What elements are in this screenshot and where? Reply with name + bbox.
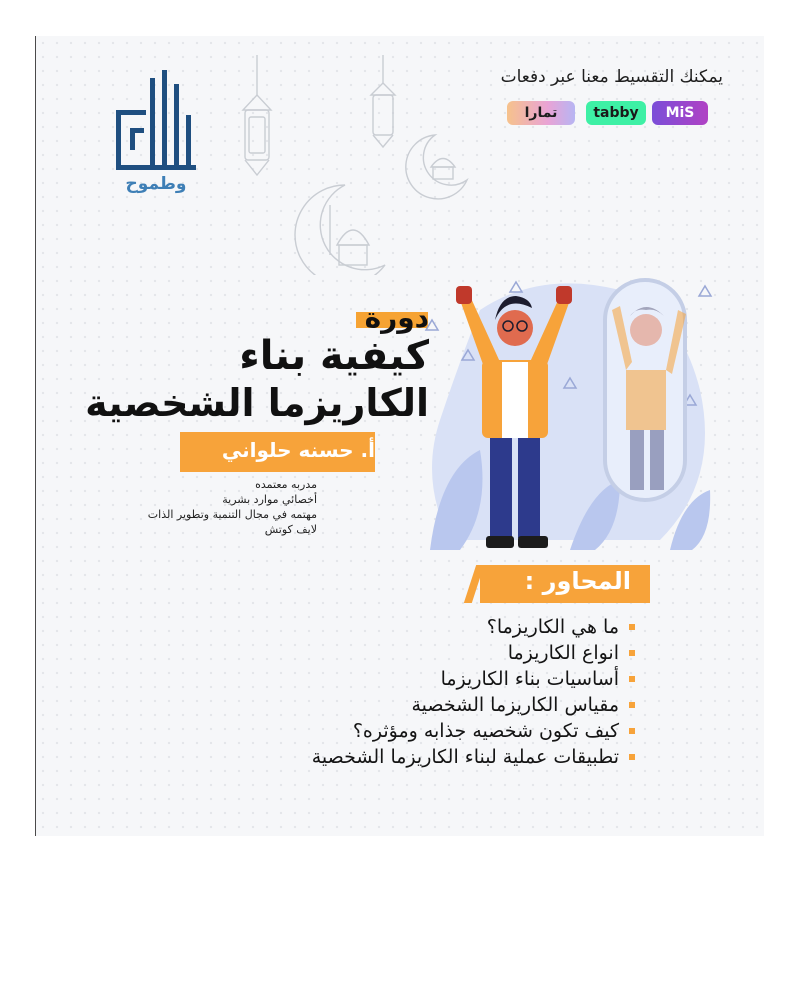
tabby-logo-badge: tabby	[586, 101, 646, 125]
axes-title: المحاور :	[524, 567, 631, 595]
mosque-icon	[330, 205, 369, 265]
topic-text: كيف تكون شخصيه جذابه ومؤثره؟	[352, 720, 619, 742]
topic-text: مقياس الكاريزما الشخصية	[411, 694, 619, 716]
trainer-credential: مهتمه في مجال التنمية وتطوير الذات	[147, 508, 317, 521]
lanterns-decoration	[235, 55, 495, 275]
mis-logo-badge: MiS	[652, 101, 708, 125]
logo-caption: وطموح	[125, 174, 187, 194]
installments-text: يمكنك التقسيط معنا عبر دفعات	[500, 67, 723, 87]
lantern-icon	[243, 55, 271, 175]
lantern-icon	[371, 55, 395, 147]
list-item	[255, 744, 635, 770]
bullet-icon	[629, 650, 635, 656]
topic-text: ما هي الكاريزما؟	[486, 616, 619, 638]
bullet-icon	[629, 624, 635, 630]
topics-list	[255, 614, 635, 770]
bullet-icon	[629, 754, 635, 760]
trainer-credential: أخصائي موارد بشرية	[222, 493, 317, 506]
list-item	[255, 718, 635, 744]
list-item	[255, 692, 635, 718]
list-item	[255, 614, 635, 640]
bullet-icon	[629, 676, 635, 682]
course-title-line2: الكاريزما الشخصية	[85, 381, 429, 425]
tamara-logo-badge: تمارا	[507, 101, 575, 125]
left-border-line	[35, 36, 36, 836]
course-title-line1: كيفية بناء	[239, 333, 429, 379]
topic-text: أساسيات بناء الكاريزما	[440, 668, 619, 690]
charisma-illustration	[420, 250, 720, 560]
list-item	[255, 666, 635, 692]
mirror	[605, 280, 686, 500]
crescent-icon	[295, 185, 385, 275]
trainer-credential: مدربه معتمده	[255, 478, 317, 491]
list-item	[255, 640, 635, 666]
course-kicker: دورة	[364, 301, 429, 334]
trainer-credential: لايف كوتش	[264, 523, 317, 536]
bullet-icon	[629, 702, 635, 708]
trainer-name: أ. حسنه حلواني	[221, 438, 375, 462]
topic-text: انواع الكاريزما	[507, 642, 619, 664]
mosque-icon	[431, 159, 455, 180]
topic-text: تطبيقات عملية لبناء الكاريزما الشخصية	[311, 746, 619, 768]
bullet-icon	[629, 728, 635, 734]
